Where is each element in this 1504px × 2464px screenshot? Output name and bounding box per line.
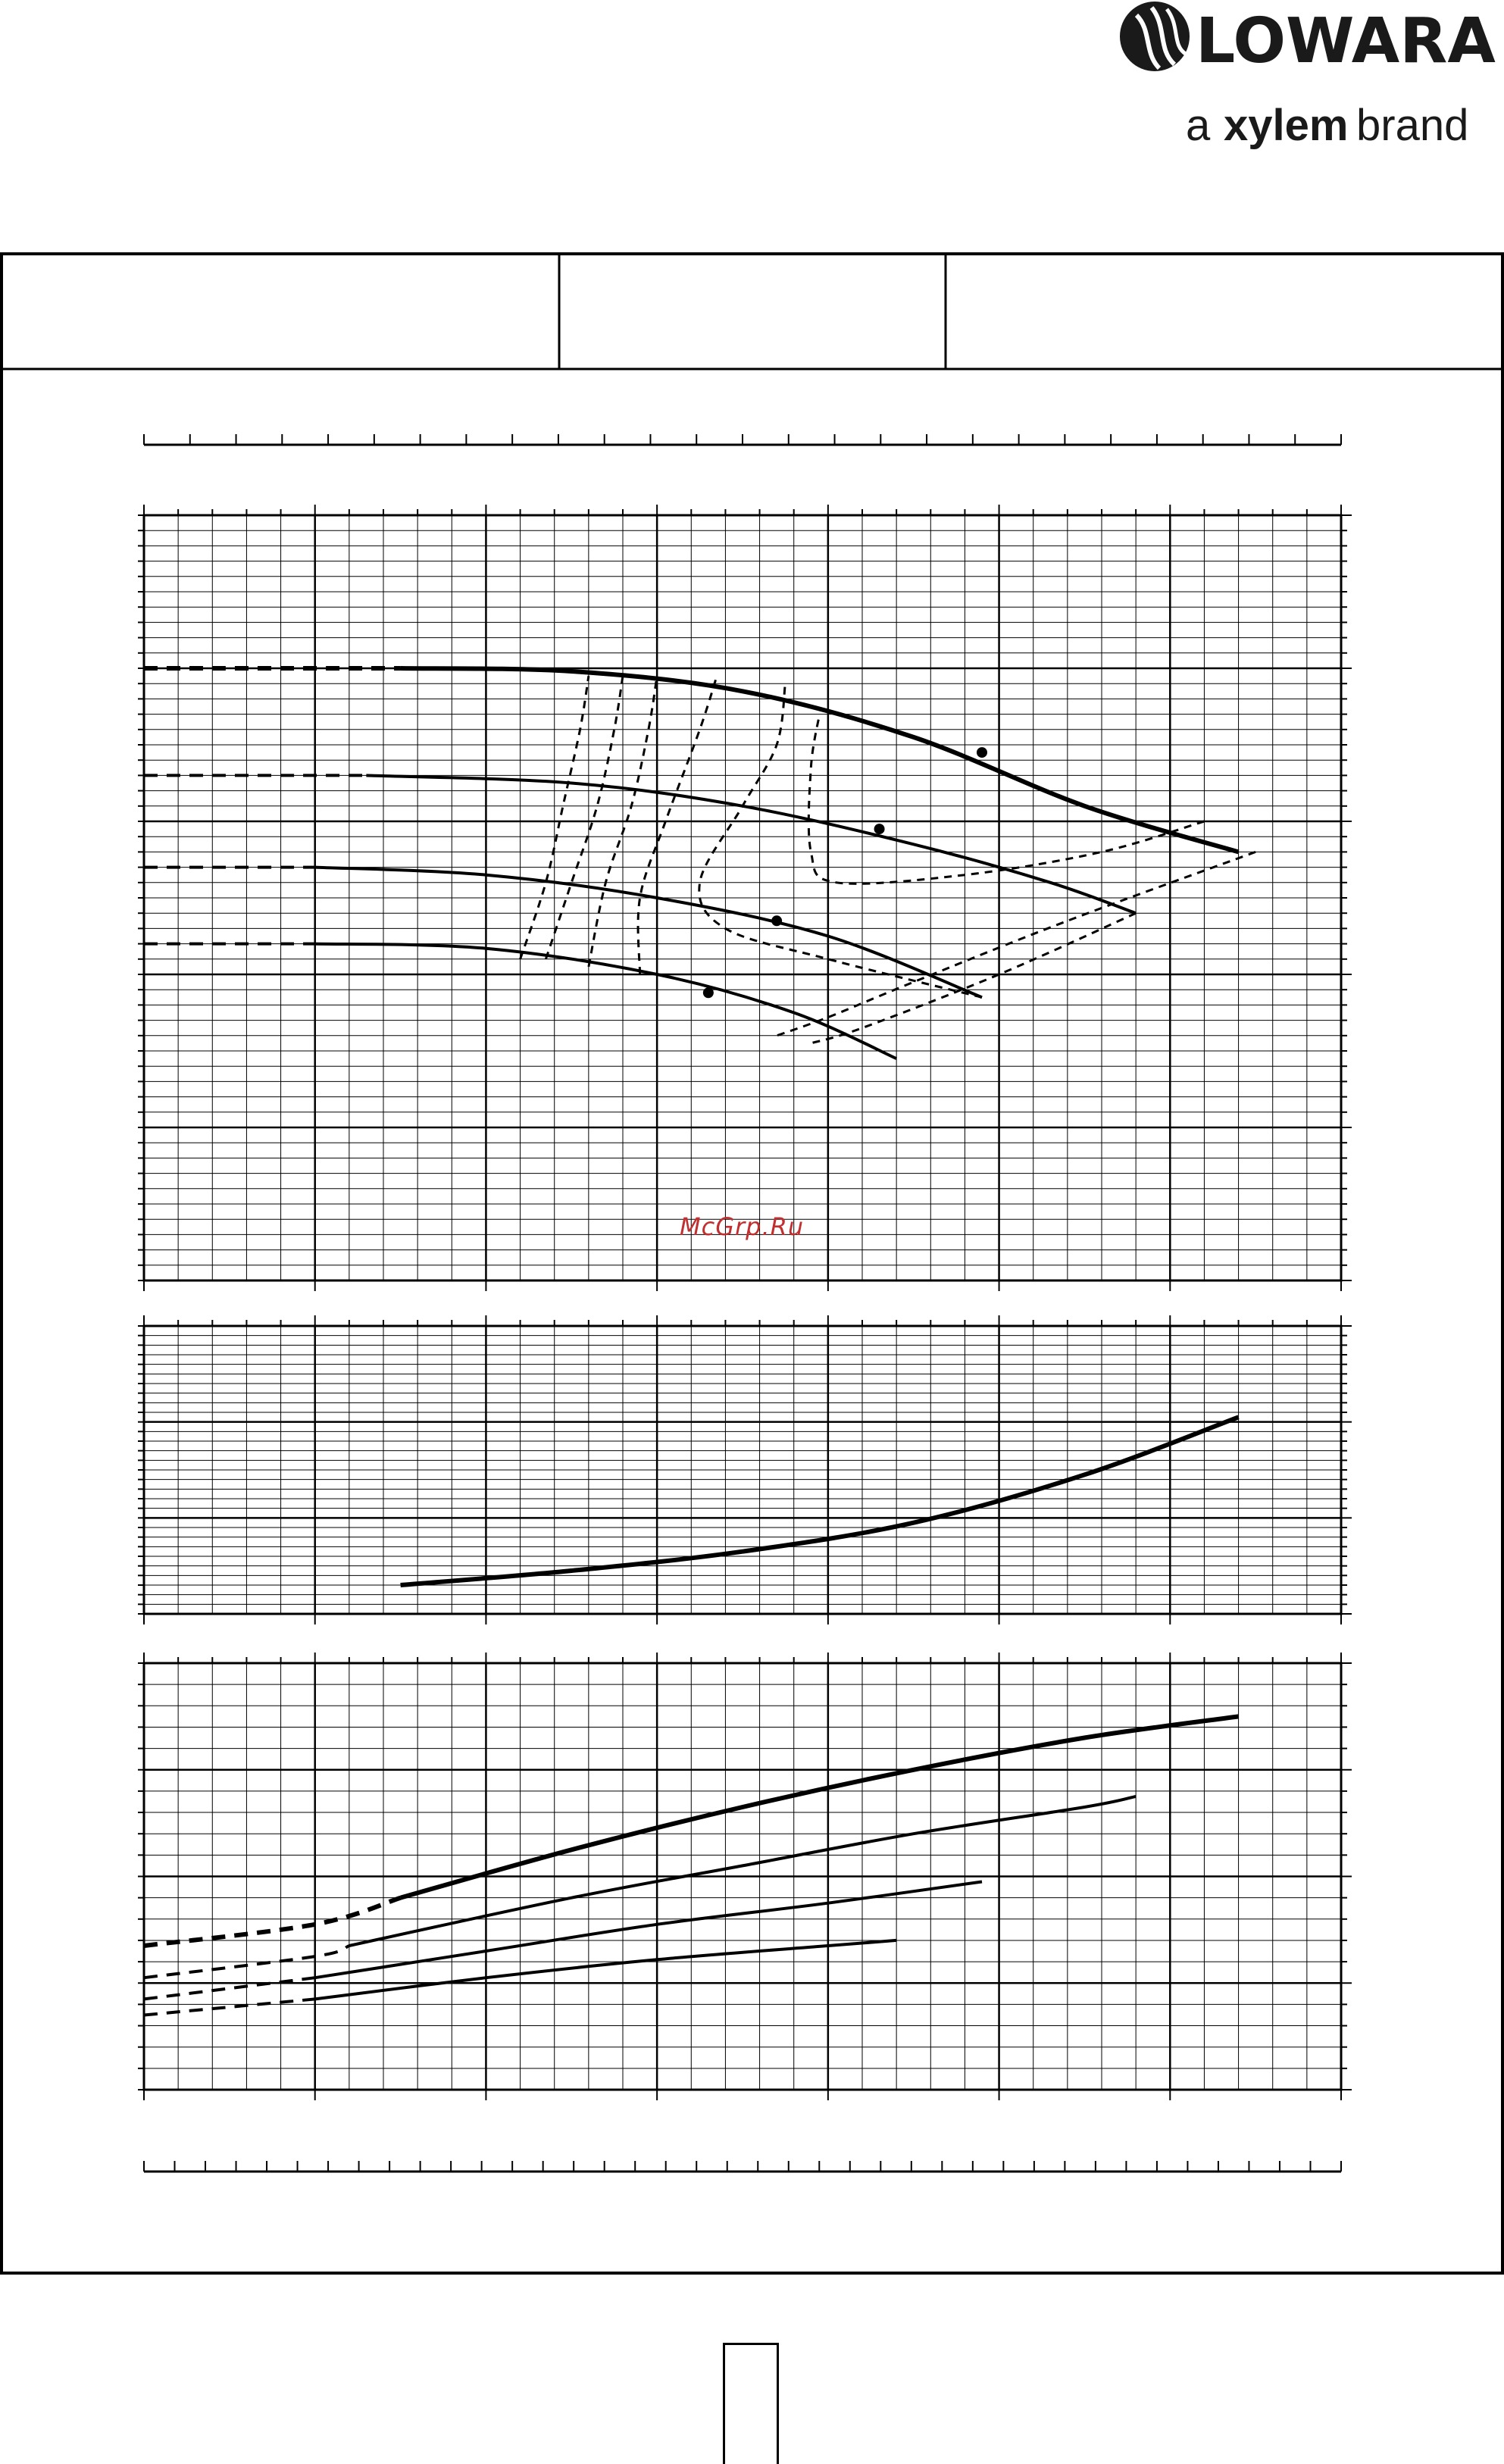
power-curve-3 [315,1940,896,2000]
power-curve-0 [401,1716,1239,1897]
head-curve-3 [315,944,896,1059]
bep-marker-1 [874,824,885,834]
head-curve-1 [366,775,1136,913]
power-curve-dashed-0 [144,1898,401,1946]
brand-tagline-prefix: a [1186,101,1211,150]
head-chart [138,505,1352,1291]
page-number-box [723,2343,779,2464]
brand-tagline-suffix: brand [1356,101,1469,150]
power-curve-dashed-2 [144,1978,315,1999]
efficiency-curve-3 [638,676,717,974]
efficiency-curve-1 [546,676,623,959]
power-curve-2 [315,1882,982,1978]
bep-marker-0 [977,747,987,758]
top-scale-ruler [144,434,1341,445]
efficiency-curve-5 [808,714,1204,884]
npsh-curve-0 [401,1417,1239,1585]
bep-marker-3 [703,987,714,998]
bottom-scale-ruler [144,2161,1341,2172]
head-curve-2 [315,868,982,998]
watermark: McGrp.Ru [680,1212,805,1241]
efficiency-curve-4 [699,683,982,997]
brand-tagline-xylem: xylem [1224,101,1349,150]
power-chart [138,1653,1352,2100]
power-curve-1 [349,1796,1136,1946]
efficiency-curve-7 [811,913,1136,1043]
power-curve-dashed-3 [144,1999,315,2015]
brand-name: LOWARA [1196,5,1496,77]
npsh-chart [138,1315,1352,1624]
outer-frame [2,254,1502,2273]
bep-marker-2 [771,915,782,926]
